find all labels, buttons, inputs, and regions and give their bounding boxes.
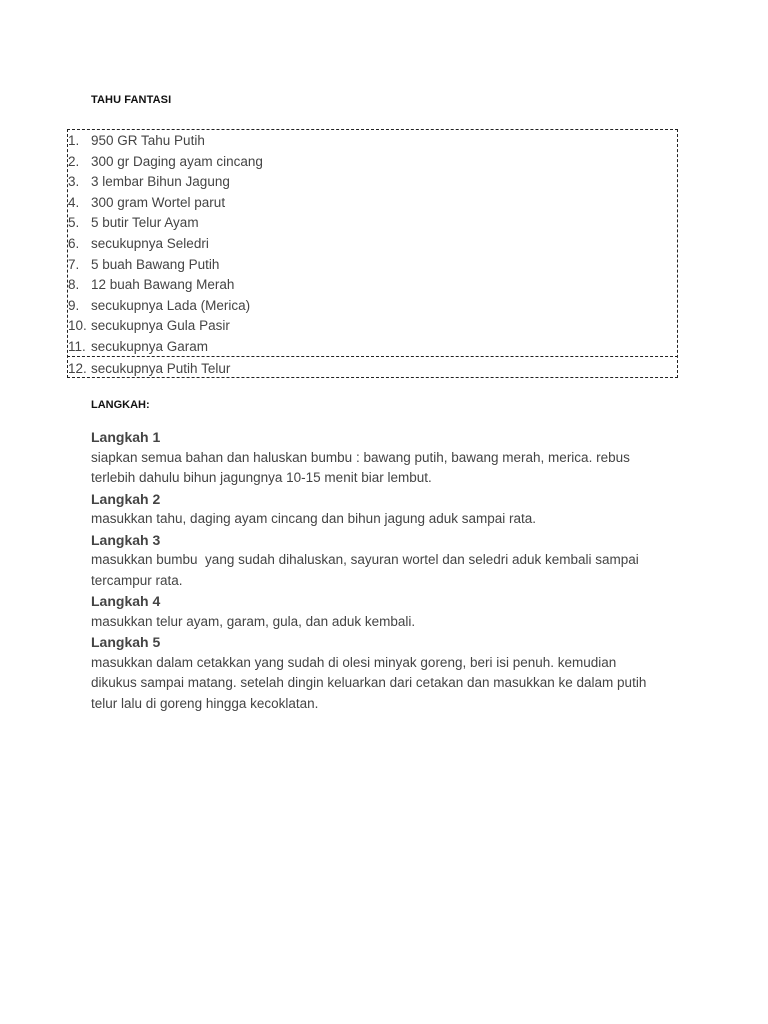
step-title: Langkah 1 (91, 429, 161, 445)
ingredient-number: 3. (68, 174, 80, 190)
ingredient-text: secukupnya Lada (Merica) (91, 297, 251, 313)
ingredient-text: 12 buah Bawang Merah (91, 277, 235, 293)
ingredient-text: secukupnya Seledri (91, 236, 209, 251)
ingredient-text: 5 butir Telur Ayam (91, 215, 199, 231)
ingredient-number: 4. (68, 194, 80, 210)
step-block (91, 427, 691, 489)
step-block (91, 632, 691, 714)
step-body: masukkan tahu, daging ayam cincang dan bihun jagung aduk sampai rata. (91, 511, 537, 526)
step-title: Langkah 3 (91, 531, 161, 548)
ingredient-item (68, 131, 205, 151)
ingredient-number: 7. (68, 256, 80, 272)
ingredient-number: 11. (68, 339, 86, 354)
ingredient-text: 5 buah Bawang Putih (91, 256, 220, 272)
step-title: Langkah 2 (91, 490, 161, 507)
step-title: Langkah 5 (91, 634, 161, 650)
ingredient-item (68, 152, 263, 172)
step-body: masukkan bumbu yang sudah dihaluskan, sayuran wortel dan seledri aduk kembali sampai tercampur rata. (91, 552, 639, 588)
step-body: masukkan dalam cetakkan yang sudah di olesi minyak goreng, beri isi penuh. kemudian dikukus sampai matang. setelah dingin keluarkan dari cetakan dan masukkan ke dalam putih telur lalu di goreng hingga kecoklatan. (91, 654, 647, 711)
ingredient-number: 9. (68, 297, 80, 313)
ingredient-item (68, 172, 230, 192)
ingredient-number: 5. (68, 215, 80, 231)
ingredient-text: 950 GR Tahu Putih (91, 133, 205, 148)
ingredient-text: 300 gr Daging ayam cincang (91, 153, 263, 169)
ingredient-item (68, 255, 219, 275)
ingredient-item (68, 316, 230, 336)
ingredient-number: 10. (68, 318, 87, 334)
ingredient-number: 8. (68, 277, 80, 293)
step-block (91, 489, 691, 530)
ingredient-text: secukupnya Gula Pasir (91, 318, 230, 334)
ingredient-item (68, 296, 250, 316)
recipe-title: TAHU FANTASI (91, 94, 172, 106)
step-block (91, 591, 691, 632)
ingredient-item (68, 275, 234, 295)
ingredient-number: 6. (68, 236, 80, 251)
step-title: Langkah 4 (91, 593, 161, 609)
ingredient-item (68, 337, 208, 357)
steps-heading: LANGKAH: (91, 399, 150, 411)
step-block (91, 530, 691, 592)
step-body: siapkan semua bahan dan haluskan bumbu : bawang putih, bawang merah, merica. rebus terlebih dahulu bihun jagungnya 10-15 menit biar lembut. (91, 449, 630, 485)
ingredient-number: 1. (68, 133, 80, 148)
ingredient-text: 300 gram Wortel parut (91, 194, 226, 210)
ingredient-text: 3 lembar Bihun Jagung (91, 174, 230, 190)
ingredient-item (68, 359, 230, 379)
ingredient-text: secukupnya Putih Telur (91, 360, 231, 376)
ingredients-box (67, 129, 678, 378)
ingredient-number: 12. (68, 360, 87, 376)
ingredient-item (68, 234, 209, 254)
ingredient-text: secukupnya Garam (91, 339, 209, 354)
ingredient-item (68, 193, 225, 213)
step-body: masukkan telur ayam, garam, gula, dan aduk kembali. (91, 613, 416, 629)
ingredient-item (68, 213, 199, 233)
ingredient-number: 2. (68, 153, 80, 169)
steps-section (91, 427, 691, 714)
